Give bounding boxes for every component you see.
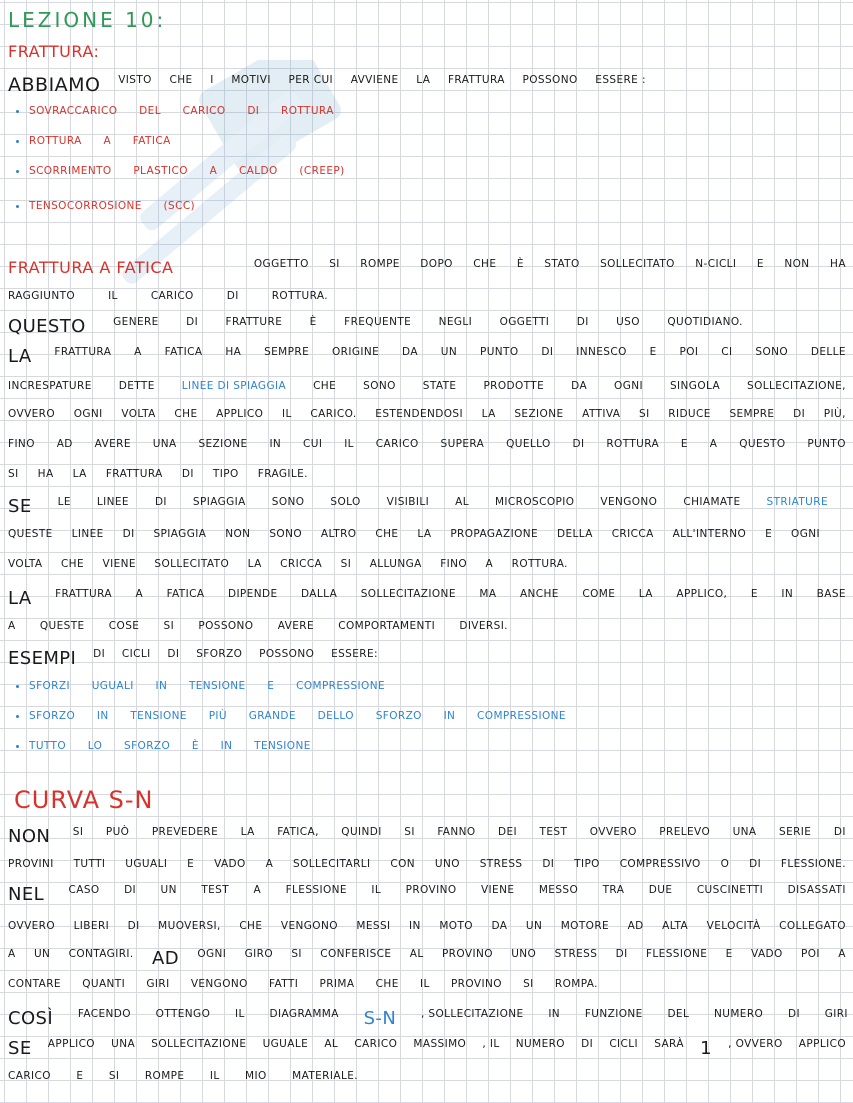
- list-item: TUTTO LO SFORZO È IN TENSIONE: [16, 740, 311, 752]
- text-line: OVVERO OGNI VOLTA CHE APPLICO IL CARICO. ESTENDENDOSI LA SEZIONE ATTIVA SI RIDUCE SEMPRE DI PIÙ,: [8, 408, 846, 420]
- text-line: CONTARE QUANTI GIRI VENGONO FATTI PRIMA CHE IL PROVINO SI ROMPA.: [8, 978, 598, 990]
- section-heading-curva-sn: CURVA S-N: [14, 786, 154, 814]
- text-line: SE APPLICO UNA SOLLECITAZIONE UGUALE AL CARICO MASSIMO , IL NUMERO DI CICLI SARÀ 1 , OVVERO APPLICO: [8, 1038, 846, 1059]
- highlight-sn: S-N: [363, 1008, 397, 1029]
- page-title: LEZIONE 10:: [8, 8, 167, 32]
- text-line: VOLTA CHE VIENE SOLLECITATO LA CRICCA SI ALLUNGA FINO A ROTTURA.: [8, 558, 568, 570]
- highlight-striature: STRIATURE: [766, 496, 828, 508]
- bullet-icon: [16, 685, 19, 688]
- list-item: SCORRIMENTO PLASTICO A CALDO (CREEP): [16, 165, 345, 177]
- bullet-icon: [16, 110, 19, 113]
- text-line: NON SI PUÒ PREVEDERE LA FATICA, QUINDI SI FANNO DEI TEST OVVERO PRELEVO UNA SERIE DI: [8, 826, 846, 847]
- text-line: LA FRATTURA A FATICA HA SEMPRE ORIGINE DA UN PUNTO DI INNESCO E POI CI SONO DELLE: [8, 346, 846, 367]
- text-line: QUESTE LINEE DI SPIAGGIA NON SONO ALTRO CHE LA PROPAGAZIONE DELLA CRICCA ALL'INTERNO E OGNI: [8, 528, 820, 540]
- text-line: OVVERO LIBERI DI MUOVERSI, CHE VENGONO MESSI IN MOTO DA UN MOTORE AD ALTA VELOCITÀ COLLEGATO: [8, 920, 846, 932]
- text-line: A QUESTE COSE SI POSSONO AVERE COMPORTAMENTI DIVERSI.: [8, 620, 508, 632]
- text-line: CARICO E SI ROMPE IL MIO MATERIALE.: [8, 1070, 358, 1082]
- bullet-icon: [16, 140, 19, 143]
- text-line: ESEMPI DI CICLI DI SFORZO POSSONO ESSERE:: [8, 648, 378, 669]
- bullet-icon: [16, 715, 19, 718]
- text-line: FRATTURA A FATICA OGGETTO SI ROMPE DOPO CHE È STATO SOLLECITATO N-CICLI E NON HA: [8, 258, 846, 277]
- list-item: SOVRACCARICO DEL CARICO DI ROTTURA: [16, 105, 334, 117]
- text-line: FINO AD AVERE UNA SEZIONE IN CUI IL CARICO SUPERA QUELLO DI ROTTURA E A QUESTO PUNTO: [8, 438, 846, 450]
- bullet-icon: [16, 205, 19, 208]
- bullet-icon: [16, 745, 19, 748]
- bullet-icon: [16, 170, 19, 173]
- text-line: NEL CASO DI UN TEST A FLESSIONE IL PROVINO VIENE MESSO TRA DUE CUSCINETTI DISASSATI: [8, 884, 846, 905]
- list-item: SFORZO IN TENSIONE PIÙ GRANDE DELLO SFORZO IN COMPRESSIONE: [16, 710, 566, 722]
- text-line: COSÌ FACENDO OTTENGO IL DIAGRAMMA S-N , SOLLECITAZIONE IN FUNZIONE DEL NUMERO DI GIRI: [8, 1008, 848, 1029]
- highlight-linee-di-spiaggia: LINEE DI SPIAGGIA: [181, 380, 287, 392]
- text-line: SI HA LA FRATTURA DI TIPO FRAGILE.: [8, 468, 308, 480]
- text-line: INCRESPATURE DETTE LINEE DI SPIAGGIA CHE SONO STATE PRODOTTE DA OGNI SINGOLA SOLLECITAZIONE,: [8, 380, 846, 392]
- text-line: ABBIAMO VISTO CHE I MOTIVI PER CUI AVVIENE LA FRATTURA POSSONO ESSERE :: [8, 74, 646, 96]
- section-heading-frattura: FRATTURA:: [8, 42, 100, 61]
- list-item: TENSOCORROSIONE (SCC): [16, 200, 195, 212]
- text-line: PROVINI TUTTI UGUALI E VADO A SOLLECITARLI CON UNO STRESS DI TIPO COMPRESSIVO O DI FLESSIONE.: [8, 858, 846, 870]
- section-heading-frattura-fatica: FRATTURA A FATICA: [8, 258, 174, 277]
- list-item: SFORZI UGUALI IN TENSIONE E COMPRESSIONE: [16, 680, 385, 692]
- list-item: ROTTURA A FATICA: [16, 135, 171, 147]
- text-line: RAGGIUNTO IL CARICO DI ROTTURA.: [8, 290, 328, 302]
- text-line: SE LE LINEE DI SPIAGGIA SONO SOLO VISIBILI AL MICROSCOPIO VENGONO CHIAMATE STRIATURE: [8, 496, 828, 517]
- text-line: A UN CONTAGIRI. AD OGNI GIRO SI CONFERISCE AL PROVINO UNO STRESS DI FLESSIONE E VADO POI A: [8, 948, 846, 969]
- text-line: LA FRATTURA A FATICA DIPENDE DALLA SOLLECITAZIONE MA ANCHE COME LA APPLICO, E IN BASE: [8, 588, 846, 609]
- text-line: QUESTO GENERE DI FRATTURE È FREQUENTE NEGLI OGGETTI DI USO QUOTIDIANO.: [8, 316, 743, 337]
